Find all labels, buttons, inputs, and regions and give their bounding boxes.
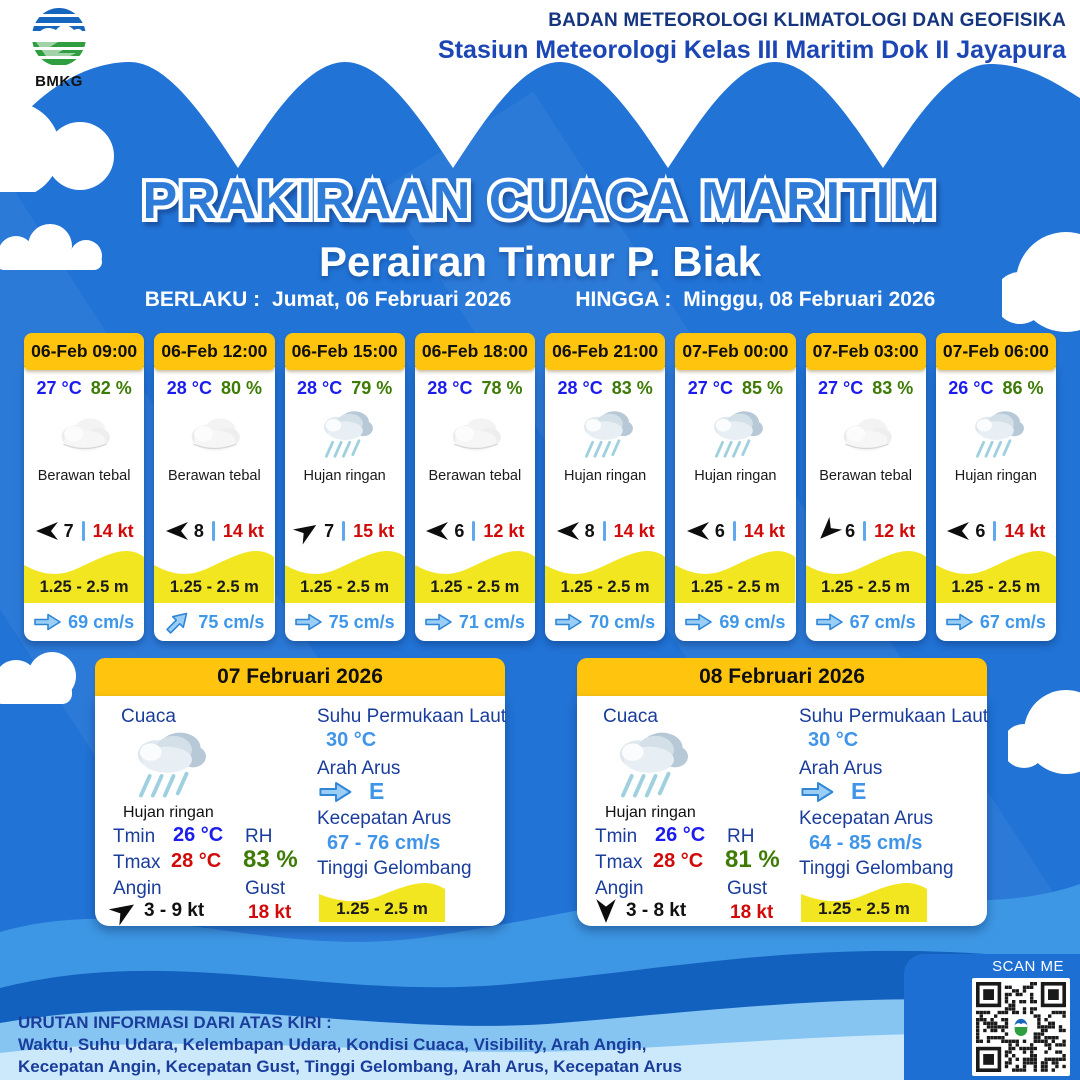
tmin-value: 26 °C — [655, 824, 706, 846]
rh-label: RH — [727, 826, 755, 847]
hourly-forecast-card — [936, 333, 1056, 641]
footer-line2: Waktu, Suhu Udara, Kelembapan Udara, Kondisi Cuaca, Visibility, Arah Angin, — [18, 1035, 647, 1054]
sea-surface-temp-label: Suhu Permukaan Laut — [799, 706, 989, 727]
wave-height-label: Tinggi Gelombang — [317, 858, 472, 879]
daily-date: 07 Februari 2026 — [95, 658, 505, 696]
air-temperature: 28 °C — [557, 377, 603, 398]
separator-bar — [342, 521, 345, 541]
current-speed: 71 cm/s — [458, 611, 525, 632]
weather-icon — [154, 401, 274, 465]
rh-value: 83 % — [243, 846, 298, 873]
current-row — [806, 603, 926, 641]
hourly-forecast-card — [415, 333, 535, 641]
weather-condition: Hujan ringan — [303, 468, 386, 484]
wave-height-block — [801, 878, 927, 922]
current-speed: 69 cm/s — [719, 611, 786, 632]
separator-bar — [863, 521, 866, 541]
separator-bar — [82, 521, 85, 541]
wind-row — [675, 517, 795, 545]
wind-speed: 12 kt — [874, 520, 916, 541]
weather-icon — [415, 401, 535, 465]
weather-condition: Hujan ringan — [694, 468, 777, 484]
gust-label: Gust — [245, 878, 286, 899]
current-direction-icon — [685, 612, 713, 632]
wind-range: 3 - 9 kt — [144, 900, 205, 921]
light-rain-icon — [704, 404, 766, 462]
validity-row — [0, 288, 1080, 312]
wind-row — [285, 517, 405, 545]
forecast-time: 07-Feb 06:00 — [936, 333, 1056, 370]
weather-icon — [545, 401, 665, 465]
humidity: 83 % — [611, 377, 653, 398]
wave-height-block — [936, 545, 1056, 603]
current-speed: 67 cm/s — [979, 611, 1046, 632]
current-direction-icon — [816, 612, 844, 632]
wind-label: Angin — [595, 878, 644, 899]
current-speed: 69 cm/s — [68, 611, 135, 632]
humidity: 86 % — [1002, 377, 1044, 398]
weather-icon — [806, 401, 926, 465]
weather-icon — [675, 401, 795, 465]
footer-legend — [18, 1012, 682, 1078]
forecast-body — [285, 367, 405, 641]
forecast-time: 07-Feb 00:00 — [675, 333, 795, 370]
forecast-body — [154, 367, 274, 641]
current-row — [415, 603, 535, 641]
visibility-value: 6 — [845, 520, 856, 541]
wind-direction-icon — [595, 898, 617, 924]
wind-direction-icon — [686, 521, 710, 541]
tmax-value: 28 °C — [653, 850, 704, 872]
hourly-forecast-card — [154, 333, 274, 641]
cloud-shape — [0, 648, 82, 704]
weather-icon — [936, 401, 1056, 465]
qr-code-image — [976, 982, 1066, 1072]
forecast-time: 07-Feb 03:00 — [806, 333, 926, 370]
wave-height-block — [415, 545, 535, 603]
valid-from — [145, 288, 512, 312]
air-temperature: 28 °C — [296, 377, 343, 398]
footer-line1: URUTAN INFORMASI DARI ATAS KIRI : — [18, 1013, 332, 1032]
current-row — [545, 603, 665, 641]
daily-summary-card — [95, 658, 505, 926]
valid-to — [575, 288, 935, 312]
weather-condition: Berawan tebal — [37, 468, 131, 484]
weather-condition: Hujan ringan — [605, 804, 696, 821]
wave-height: 1.25 - 2.5 m — [560, 578, 650, 596]
forecast-body — [545, 367, 665, 641]
weather-label: Cuaca — [603, 706, 658, 727]
current-row — [936, 603, 1056, 641]
humidity: 80 % — [220, 377, 262, 398]
current-direction-icon — [555, 612, 583, 632]
tmin-label: Tmin — [595, 826, 638, 847]
forecast-body — [806, 367, 926, 641]
wave-height-label: Tinggi Gelombang — [799, 858, 954, 879]
weather-condition: Berawan tebal — [428, 468, 522, 484]
wave-height: 1.25 - 2.5 m — [336, 899, 428, 918]
cloudy-icon — [835, 407, 897, 459]
weather-icon — [24, 401, 144, 465]
hourly-forecast-card — [806, 333, 926, 641]
wind-direction-icon — [813, 515, 844, 546]
sea-surface-temp-value: 30 °C — [808, 729, 859, 751]
cloudy-icon — [444, 407, 506, 459]
wave-height-block — [545, 545, 665, 603]
light-rain-icon — [965, 404, 1027, 462]
wind-row — [154, 517, 274, 545]
hourly-forecast-card — [675, 333, 795, 641]
visibility-value: 6 — [975, 520, 986, 541]
wave-height-block — [675, 545, 795, 603]
current-speed: 70 cm/s — [589, 611, 656, 632]
air-temperature: 28 °C — [166, 377, 212, 398]
wind-speed: 14 kt — [92, 520, 134, 541]
current-speed-label: Kecepatan Arus — [799, 808, 934, 829]
humidity: 79 % — [351, 377, 393, 398]
wind-row — [111, 900, 204, 922]
scan-me-label: SCAN ME — [992, 958, 1064, 975]
wind-direction-icon — [425, 521, 449, 541]
wave-height: 1.25 - 2.5 m — [300, 578, 390, 596]
cloudy-icon — [53, 407, 115, 459]
wind-row — [806, 517, 926, 545]
current-row — [24, 603, 144, 641]
current-speed: 75 cm/s — [328, 611, 395, 632]
weather-condition: Hujan ringan — [954, 468, 1037, 484]
tmax-label: Tmax — [595, 852, 643, 873]
rh-value: 81 % — [725, 846, 780, 873]
wind-speed: 14 kt — [222, 520, 264, 541]
current-row — [154, 603, 274, 641]
footer-line3: Kecepatan Angin, Kecepatan Gust, Tinggi Gelombang, Arah Arus, Kecepatan Arus — [18, 1057, 683, 1076]
qr-code — [972, 978, 1070, 1076]
daily-body — [95, 696, 505, 926]
forecast-time: 06-Feb 18:00 — [415, 333, 535, 370]
tmax-label: Tmax — [113, 852, 161, 873]
bmkg-logo-label: BMKG — [35, 73, 83, 90]
area-subtitle: Perairan Timur P. Biak — [318, 238, 761, 285]
hourly-forecast-card — [545, 333, 665, 641]
air-temperature: 27 °C — [687, 377, 733, 398]
visibility-value: 6 — [454, 520, 465, 541]
wave-height: 1.25 - 2.5 m — [821, 578, 911, 596]
page-title-text: PRAKIRAAN CUACA MARITIM — [142, 172, 938, 230]
org-name: BADAN METEOROLOGI KLIMATOLOGI DAN GEOFISIKA — [548, 10, 1066, 31]
weather-condition: Hujan ringan — [123, 804, 214, 821]
current-direction-icon — [319, 780, 353, 804]
cloudy-icon — [183, 407, 245, 459]
wind-range: 3 - 8 kt — [626, 900, 687, 921]
wind-row — [24, 517, 144, 545]
wind-speed: 15 kt — [353, 520, 395, 541]
gust-value: 18 kt — [248, 902, 292, 923]
current-direction-label: Arah Arus — [799, 758, 883, 779]
light-rain-icon — [601, 724, 697, 802]
wave-height: 1.25 - 2.5 m — [951, 578, 1041, 596]
wind-speed: 14 kt — [613, 520, 655, 541]
weather-condition: Berawan tebal — [819, 468, 912, 484]
wave-height: 1.25 - 2.5 m — [39, 578, 129, 596]
current-direction-icon — [425, 612, 453, 632]
wind-row — [415, 517, 535, 545]
scan-panel — [904, 954, 1080, 1080]
current-direction-row — [801, 778, 866, 805]
current-direction-value: E — [369, 778, 385, 804]
visibility-value: 7 — [63, 520, 74, 541]
tmin-label: Tmin — [113, 826, 156, 847]
bmkg-logo-icon — [28, 6, 90, 70]
wave-height: 1.25 - 2.5 m — [690, 578, 780, 596]
forecast-time: 06-Feb 12:00 — [154, 333, 274, 370]
daily-summary-row — [95, 658, 987, 926]
gust-label: Gust — [727, 878, 768, 899]
current-direction-icon — [295, 612, 323, 632]
current-direction-icon — [946, 612, 974, 632]
sea-surface-temp-value: 30 °C — [326, 729, 377, 751]
weather-icon — [285, 401, 405, 465]
current-speed-value: 67 - 76 cm/s — [327, 832, 441, 854]
air-temperature: 26 °C — [948, 377, 994, 398]
light-rain-icon — [119, 724, 215, 802]
visibility-value: 6 — [714, 520, 725, 541]
tmin-value: 26 °C — [173, 824, 224, 846]
air-temperature: 27 °C — [817, 377, 864, 398]
page-title — [90, 164, 990, 236]
weather-condition: Berawan tebal — [168, 468, 261, 484]
current-row — [675, 603, 795, 641]
forecast-time: 06-Feb 09:00 — [24, 333, 144, 370]
org-header — [438, 10, 1066, 65]
wind-row — [545, 517, 665, 545]
separator-bar — [993, 521, 996, 541]
valid-from-label: BERLAKU : — [144, 288, 261, 311]
wave-height: 1.25 - 2.5 m — [169, 578, 259, 596]
forecast-body — [24, 367, 144, 641]
daily-date: 08 Februari 2026 — [577, 658, 987, 696]
weather-condition: Hujan ringan — [564, 468, 647, 484]
wind-direction-icon — [165, 521, 189, 541]
station-name: Stasiun Meteorologi Kelas III Maritim Dok II Jayapura — [438, 36, 1066, 64]
sea-surface-temp-label: Suhu Permukaan Laut — [317, 706, 507, 727]
current-direction-label: Arah Arus — [317, 758, 401, 779]
current-direction-icon — [801, 780, 835, 804]
forecast-body — [936, 367, 1056, 641]
wind-label: Angin — [113, 878, 162, 899]
current-row — [285, 603, 405, 641]
current-speed: 67 cm/s — [849, 611, 916, 632]
hourly-forecast-card — [24, 333, 144, 641]
humidity: 78 % — [481, 377, 523, 398]
valid-to-value: Minggu, 08 Februari 2026 — [683, 288, 936, 311]
separator-bar — [733, 521, 736, 541]
hourly-forecast-row — [24, 333, 1056, 641]
valid-from-value: Jumat, 06 Februari 2026 — [272, 288, 512, 311]
tmax-value: 28 °C — [171, 850, 222, 872]
current-direction-icon — [34, 612, 62, 632]
wind-speed: 14 kt — [1004, 520, 1046, 541]
rh-label: RH — [245, 826, 273, 847]
current-speed-label: Kecepatan Arus — [317, 808, 452, 829]
separator-bar — [472, 521, 475, 541]
forecast-time: 06-Feb 21:00 — [545, 333, 665, 370]
current-direction-row — [319, 778, 384, 805]
wind-speed: 14 kt — [743, 520, 785, 541]
air-temperature: 28 °C — [427, 377, 473, 398]
wind-direction-icon — [107, 895, 141, 928]
wave-height-block — [24, 545, 144, 603]
light-rain-icon — [574, 404, 636, 462]
valid-to-label: HINGGA : — [575, 288, 672, 311]
wind-direction-icon — [556, 521, 580, 541]
current-speed-value: 64 - 85 cm/s — [809, 832, 923, 854]
wave-height-block — [319, 878, 445, 922]
wind-direction-icon — [946, 521, 970, 541]
cloud-shape — [1008, 690, 1080, 778]
visibility-value: 8 — [193, 520, 204, 541]
separator-bar — [603, 521, 606, 541]
forecast-time: 06-Feb 15:00 — [285, 333, 405, 370]
current-speed: 75 cm/s — [198, 611, 265, 632]
visibility-value: 8 — [584, 520, 595, 541]
weather-label: Cuaca — [121, 706, 176, 727]
wave-height-block — [285, 545, 405, 603]
air-temperature: 27 °C — [36, 377, 82, 398]
wind-direction-icon — [35, 521, 59, 541]
wave-height-block — [806, 545, 926, 603]
humidity: 85 % — [741, 377, 783, 398]
wave-height-block — [154, 545, 274, 603]
hourly-forecast-card — [285, 333, 405, 641]
daily-body — [577, 696, 987, 926]
light-rain-icon — [314, 404, 376, 462]
current-direction-icon — [161, 605, 195, 639]
forecast-body — [415, 367, 535, 641]
separator-bar — [212, 521, 215, 541]
wind-direction-icon — [292, 516, 323, 546]
gust-value: 18 kt — [730, 902, 774, 923]
wave-height: 1.25 - 2.5 m — [430, 578, 520, 596]
forecast-body — [675, 367, 795, 641]
wave-height: 1.25 - 2.5 m — [818, 899, 910, 918]
visibility-value: 7 — [324, 520, 335, 541]
bmkg-logo — [26, 6, 92, 90]
current-direction-value: E — [851, 778, 867, 804]
wind-row — [593, 900, 686, 922]
daily-summary-card — [577, 658, 987, 926]
humidity: 83 % — [872, 377, 914, 398]
wind-speed: 12 kt — [483, 520, 525, 541]
wind-row — [936, 517, 1056, 545]
humidity: 82 % — [90, 377, 132, 398]
